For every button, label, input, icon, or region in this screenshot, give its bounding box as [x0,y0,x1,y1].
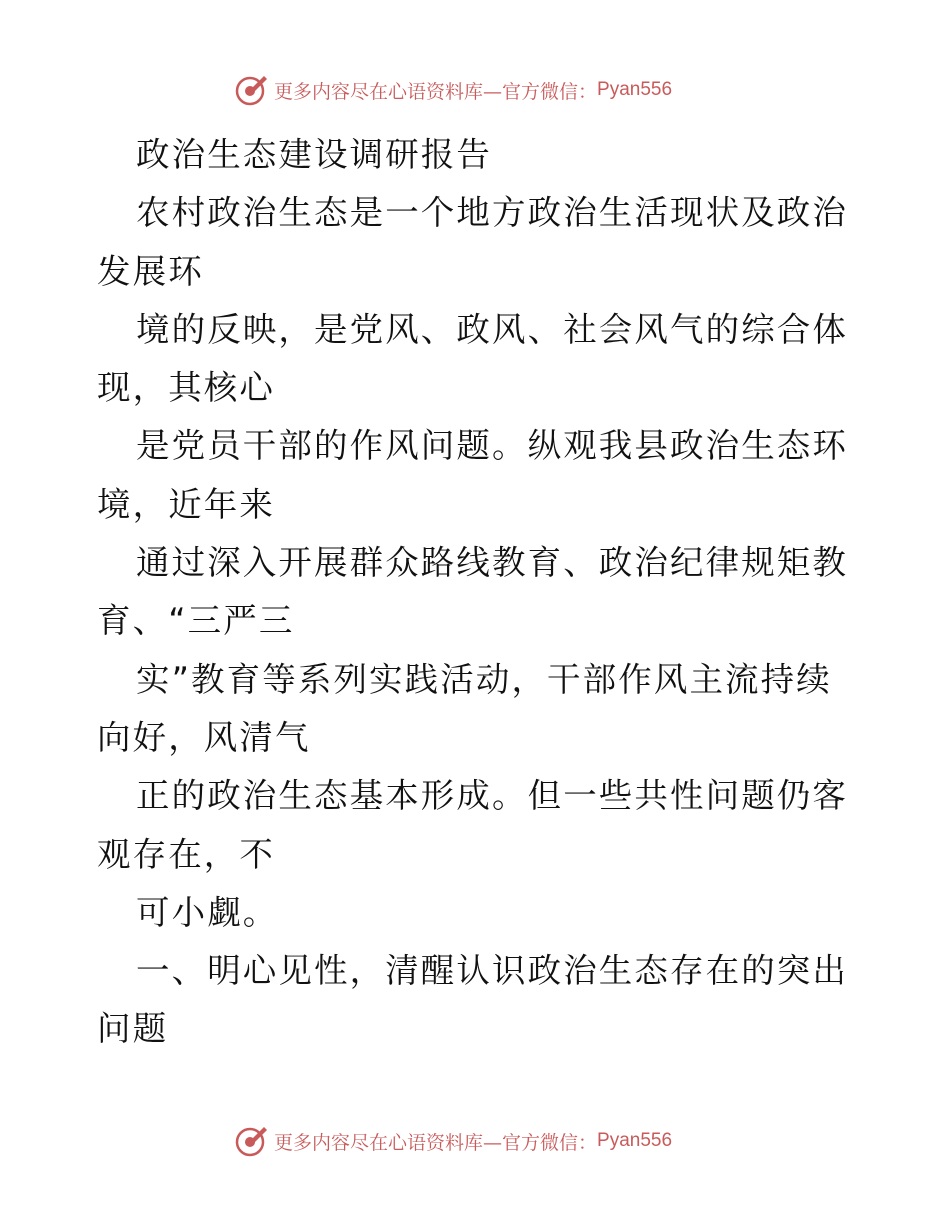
watermark-text: 更多内容尽在心语资料库—官方微信： [274,1131,598,1154]
document-body [97,126,857,1059]
pen-circle-logo-icon [234,73,268,107]
watermark-wechat-id: Pyan556 [597,79,673,100]
watermark-banner-bottom [234,1123,672,1159]
paragraph-line: 是党员干部的作风问题。纵观我县政治生态环境，近年来 [97,426,848,524]
paragraph-line: 通过深入开展群众路线教育、政治纪律规矩教育、“三严三 [97,543,848,641]
paragraph-line: 农村政治生态是一个地方政治生活现状及政治发展环 [97,193,848,291]
paragraph-line: 实”教育等系列实践活动，干部作风主流持续向好，风清气 [97,659,832,757]
paragraph-line: 正的政治生态基本形成。但一些共性问题仍客观存在，不 [97,776,848,874]
pen-circle-logo-icon [234,1124,268,1158]
watermark-wechat-id: Pyan556 [597,1130,673,1151]
paragraph-line: 可小觑。 [136,892,279,932]
paragraph-line: 境的反映，是党风、政风、社会风气的综合体现，其核心 [97,309,848,408]
document-title: 政治生态建设调研报告 [136,135,492,174]
section-heading: 一、明心见性，清醒认识政治生态存在的突出问题 [97,951,848,1049]
watermark-text: 更多内容尽在心语资料库—官方微信： [274,80,598,103]
watermark-banner-top [234,72,672,108]
